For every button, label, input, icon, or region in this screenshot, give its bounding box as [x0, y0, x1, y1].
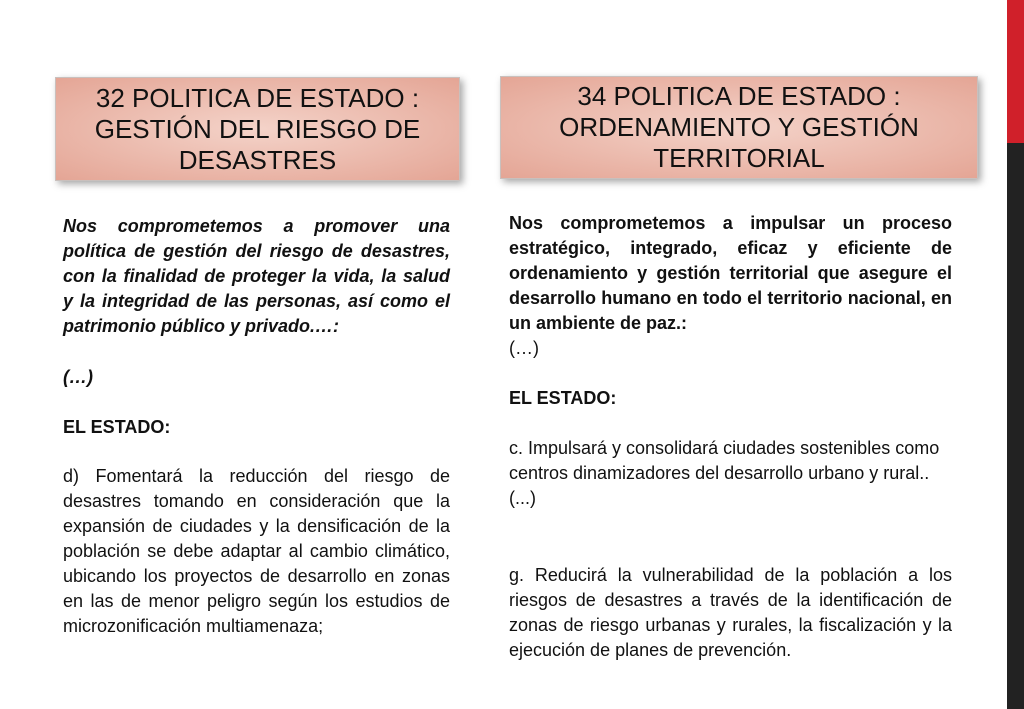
right-estado-heading: EL ESTADO:	[509, 388, 617, 408]
left-title-line-3: DESASTRES	[178, 144, 337, 175]
right-title-line-2: ORDENAMIENTO Y GESTIÓN	[559, 112, 919, 142]
left-policy-title-text	[95, 83, 421, 176]
right-intro-paragraph: Nos comprometemos a impulsar un proceso estratégico, integrado, eficaz y eficiente de ordenamiento y gestión territorial que asegure el desarrollo humano en todo el territorio nacional, en un ambiente de paz.:	[509, 213, 952, 333]
right-title-line-3: TERRITORIAL	[653, 143, 825, 173]
right-policy-title-text	[559, 81, 919, 174]
left-item-d: d) Fomentará la reducción del riesgo de desastres tomando en consideración que la expansión de ciudades y la densificación de la población se debe adaptar al cambio climático, ubicando los proyectos de desarrollo en zonas en las de menor peligro según los estudios de microzonificación multiamenaza;	[63, 466, 450, 636]
left-intro-paragraph: Nos comprometemos a promover una política de gestión del riesgo de desastres, con la finalidad de proteger la vida, la salud y la integridad de las personas, así como el patrimonio público y privado.…:	[63, 216, 450, 336]
left-ellipsis: (…)	[63, 367, 93, 387]
left-title-line-1: 32 POLITICA DE ESTADO :	[95, 82, 420, 113]
right-ellipsis: (…)	[509, 338, 539, 358]
right-item-c: c. Impulsará y consolidará ciudades sostenibles como centros dinamizadores del desarrollo urbano y rural.. (...)	[509, 438, 940, 508]
right-policy-title	[500, 76, 978, 179]
left-title-line-2: GESTIÓN DEL RIESGO DE	[94, 113, 421, 144]
left-policy-title	[55, 77, 460, 181]
left-policy-body	[63, 214, 450, 639]
accent-bar-dark	[1007, 143, 1024, 709]
accent-bar-red	[1007, 0, 1024, 143]
right-policy-body	[509, 211, 952, 663]
right-title-line-1: 34 POLITICA DE ESTADO :	[577, 81, 901, 111]
right-item-g: g. Reducirá la vulnerabilidad de la población a los riesgos de desastres a través de la identificación de zonas de riesgo urbanas y rurales, la fiscalización y la ejecución de planes de prevención.	[509, 565, 952, 660]
left-estado-heading: EL ESTADO:	[63, 417, 171, 437]
